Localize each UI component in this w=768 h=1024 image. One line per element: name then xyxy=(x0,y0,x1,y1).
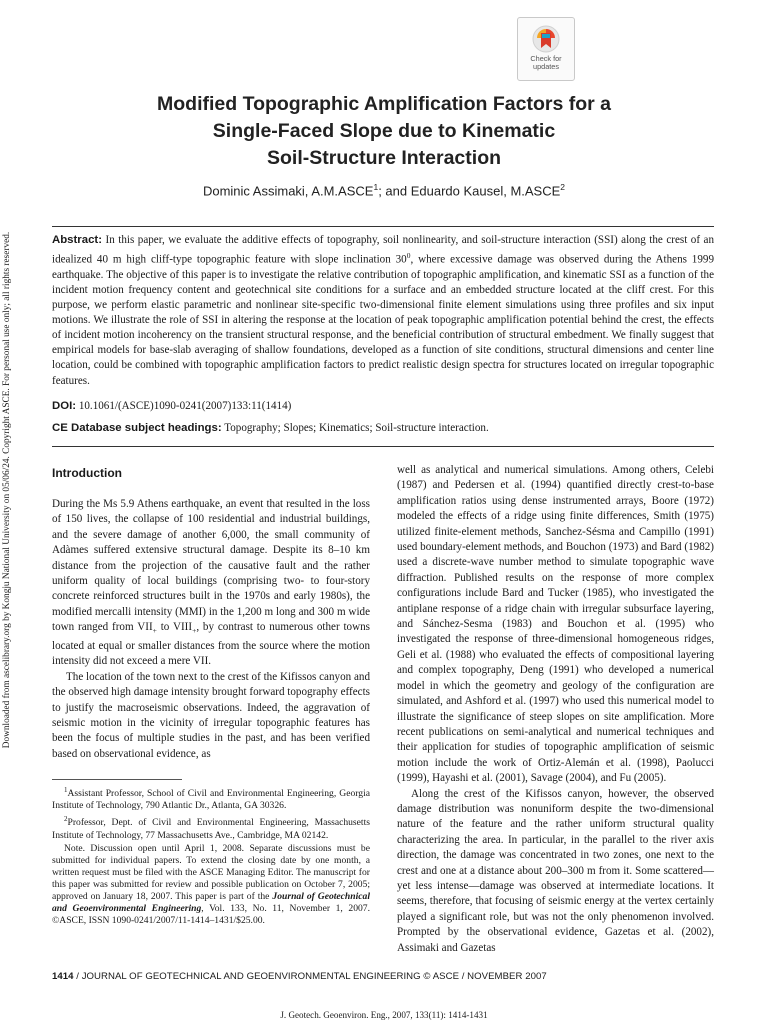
footnote-1: $^1$Assistant Professor, School of Civil and Environmental Engineering, Georgia Institute of Technology, 790 Atlantic Dr., Atlanta, GA 30326. xyxy=(52,786,370,812)
degree-marker: 0 xyxy=(406,251,411,261)
right-column xyxy=(397,463,714,956)
title-line3: Soil-Structure Interaction xyxy=(266,147,502,169)
badge-line1: Check for xyxy=(530,54,562,63)
intro-paragraph-4: Along the crest of the Kifissos canyon, however, the observed damage distribution was nonuniform despite the two-dimensional nature of the feature and the rather uniform structural quality characterizing the area. In particular, in the parallel to the river axis direction, the damage was concentrated in two zones, one next to the crest and one at a distance about 200–300 m from it. Some scattered—yet less intense—damage was observed at intermediate locations. It seems, therefore, that focusing of seismic energy at the vertex certainly played a significant role, but was not the only phenomenon involved. Prompted by the observational evidence, Gazetas et al. (2002), Assimaki and Gazetas xyxy=(397,787,714,954)
section-heading-introduction: Introduction xyxy=(52,466,122,480)
doi-line xyxy=(52,400,714,412)
author-2-marker: 2 xyxy=(560,182,566,192)
paper-title xyxy=(84,91,684,172)
footnote-2: $^2$Professor, Dept. of Civil and Environmental Engineering, Massachusetts Institute of Technology, 77 Massachusetts Ave., Cambridge, MA 02142. xyxy=(52,815,370,841)
page-number: 1414 xyxy=(52,971,74,982)
intro-paragraph-1: During the Ms 5.9 Athens earthquake, an event that resulted in the loss of 150 lives, the collapse of 100 residential and industrial buildings, and the severe damage of another 6,000, the small community of Adàmes suffered extensive structural damage. Despite its 8–10 km distance from the projection of the causative fault and the rather uniform quality of local buildings (comprising two- to four-story concrete reinforced structures built in the 1970s and early 1980s), the modified mercalli intensity (MMI) in the 1,200 m long and 300 m wide town ranged from $VII_+$ to $VIII_+$, by contrast to numerous other towns located at equal or smaller distances from the source where the motion intensity did not exceed a mere VII. xyxy=(52,498,370,668)
author-list xyxy=(84,182,684,198)
subject-value: Topography; Slopes; Kinematics; Soil-structure interaction. xyxy=(221,422,489,434)
author-1-marker: 1 xyxy=(373,182,379,192)
citation-line: J. Geotech. Geoenviron. Eng., 2007, 133(11): 1414-1431 xyxy=(280,1010,488,1020)
journal-footer-text: / JOURNAL OF GEOTECHNICAL AND GEOENVIRONMENTAL ENGINEERING © ASCE / NOVEMBER 2007 xyxy=(73,971,547,982)
subject-label: CE Database subject headings: xyxy=(52,422,222,434)
doi-label: DOI: xyxy=(52,400,77,412)
running-footer xyxy=(52,971,714,982)
title-line2: Single-Faced Slope due to Kinematic xyxy=(212,120,556,142)
author-separator: ; and Eduardo Kausel, M.ASCE xyxy=(378,183,561,199)
footnotes xyxy=(52,784,370,928)
doi-value[interactable]: 10.1061/(ASCE)1090-0241(2007)133:11(1414) xyxy=(76,400,292,412)
abstract xyxy=(52,233,714,389)
intro-paragraph-3: well as analytical and numerical simulations. Among others, Celebi (1987) and Pedersen et al. (1994) quantified directly crest-to-base amplification ratios using dense instrumented arrays, Boore (1972) modeled the effects of a ridge using finite differences, Smith (1975) utilized finite-element methods, Sanchez-Sésma and Campillo (1991) used boundary-element methods, and Bouchon (1973) and Bard (1982) used a discrete-wave number method to simulate topographic wave diffraction. Published results on the response of more complex configurations include Bard and Tucker (1985), who investigated the antiplane response of a ridge chain with irregular subsurface layering, and Sánchez-Sesma (1983) and Bouchon et al. (1995) who investigated the response of three-dimensional homogeneous ridges, Geli et al. (1988) who evaluated the effects of compositional layering and complex topography, Deng (1991) who developed a numerical model in which the geometry and geology of the configuration are simulated, and Ashford et al. (1997) who used this numerical model to illustrate the significance of steep slopes on site amplification. More recent publications on semi-analytical and numerical techniques and their application for studies of topographic amplification of seismic motion include the work of Ortiz-Alemán et al. (1998), Paolucci (1999), Hayashi et al. (2001), Savage (2004), and Fu (2005). xyxy=(397,464,714,785)
intro-paragraph-2: The location of the town next to the crest of the Kifissos canyon and the observed high damage intensity brought forward topography effects to justify the macroseismic observations. Indeed, the aggravation of seismic motion in the vicinity of irregular topographic features has been the focus of multiple studies in the past, and has been verified based on observational evidence, as xyxy=(52,670,370,760)
abstract-text-part1: In this paper, we evaluate the additive effects of topography, soil nonlinearity, and soil-structure interaction (SSI) along the crest of an idealized 40 m high cliff-type topographic feature with slope inclination 30 xyxy=(52,234,714,266)
top-divider xyxy=(52,226,714,227)
download-watermark xyxy=(0,210,14,770)
download-watermark-text: Downloaded from ascelibrary.org by Kongju National University on 05/06/24. Copyright ASCE. For personal use only; all rights reserved. xyxy=(2,231,12,749)
footnote-divider xyxy=(52,779,182,780)
bookmark-ribbon-icon xyxy=(531,24,561,54)
abstract-text-part2: , where excessive damage was observed during the Athens 1999 earthquake. The objective of this paper is to investigate the relative contribution of topographic amplification, and kinematic SSI as a function of the incident motion frequency content and geotechnical site conditions for a surface and an embedded structure located at the cliff crest. For this purpose, we perform elastic parametric and nonlinear site-specific two-dimensional finite element simulations using three profiles and six input motions. We illustrate the role of SSI in altering the response at the location of peak topographic amplification potential behind the crest, the effects of incident motion incoherency on the transient structural response, and the beneficial contribution of structural embedment. We finally suggest that empirical models for base-slab averaging of shallow foundations, developed as a function of site conditions, structural dimensions and center line location, could be combined with topographic amplification factors to predict realistic design spectra for structures located on irregular topographic features. xyxy=(52,253,714,387)
meta-divider xyxy=(52,446,714,447)
journal-name: Journal of Geotechnical and Geoenvironmental Engineering xyxy=(52,891,370,915)
check-for-updates-badge[interactable] xyxy=(517,17,575,81)
author-1: Dominic Assimaki, A.M.ASCE xyxy=(202,183,374,199)
badge-line2: updates xyxy=(533,62,559,71)
abstract-label: Abstract: xyxy=(52,234,103,246)
title-line1: Modified Topographic Amplification Factors for a xyxy=(157,93,611,115)
footnote-note: Note. Discussion open until April 1, 2008. Separate discussions must be submitted for individual papers. To extend the closing date by one month, a written request must be filed with the ASCE Managing Editor. The manuscript for this paper was submitted for review and possible publication on October 7, 2005; approved on January 18, 2007. This paper is part of the Journal of Geotechnical and Geoenvironmental Engineering, Vol. 133, No. 11, November 1, 2007. ©ASCE, ISSN 1090-0241/2007/11-1414–1431/$25.00. xyxy=(52,842,370,927)
left-column xyxy=(52,466,370,762)
subject-headings xyxy=(52,422,714,434)
